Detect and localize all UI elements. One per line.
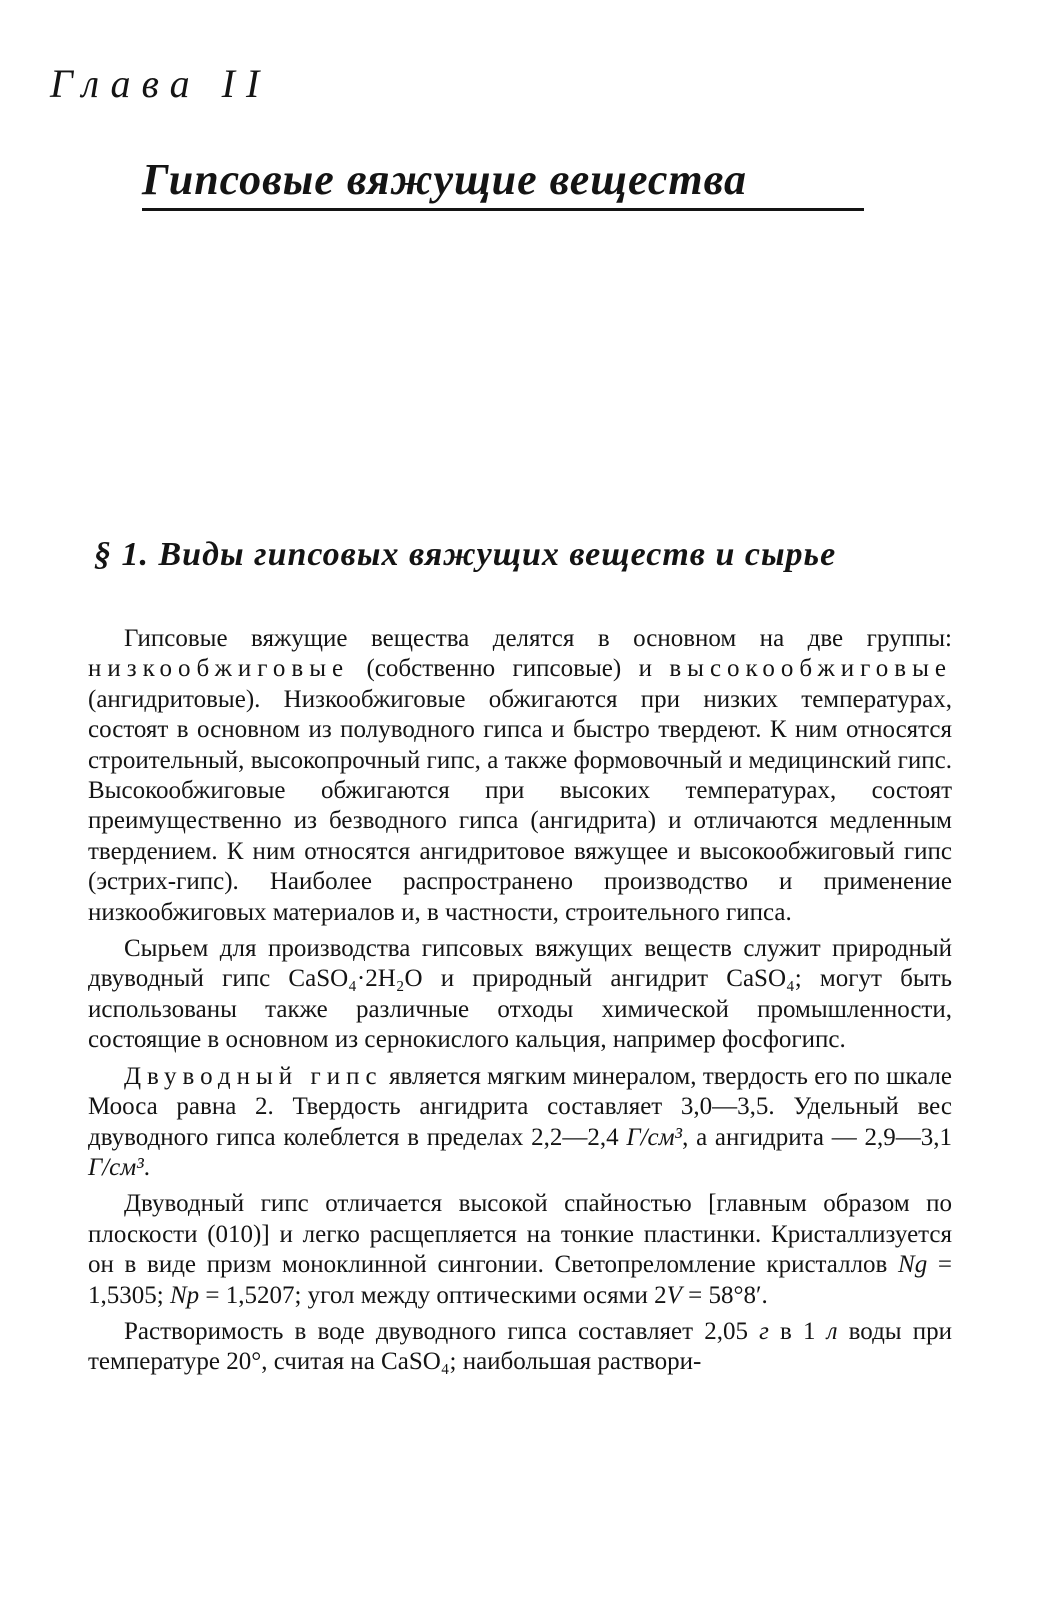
text-run: = 58°8′.: [681, 1281, 768, 1309]
paragraph-5: [88, 1317, 952, 1378]
text-run: = 1,5207; угол между оптическими осями 2: [199, 1281, 667, 1309]
text-run: .: [143, 1153, 150, 1181]
text-run: является мягким минералом, твердость его по шкале Мооса равна 2. Твердость ангидрита составляет 3,0—3,5. Удельный вес двуводного гипса колеблется в пределах 2,2—2,4: [88, 1062, 952, 1151]
chapter-label: Глава II: [50, 61, 271, 106]
paragraph-3: [88, 1062, 952, 1184]
text-run: (ангидритовые). Низкообжиговые обжигаются при низких температурах, состоят в основном из полуводного гипса и быстро твердеют. К ним относятся строительный, высокопрочный гипс, а также формовочный и медицинский гипс. Высокообжиговые обжигаются при высоких температурах, состоят преимущественно из безводного гипса (ангидрита) и отличаются медленным твердением. К ним относятся ангидритовое вяжущее и высокообжиговый гипс (эстрих-гипс). Наиболее распространено производство и применение низкообжиговых материалов и, в частности, строительного гипса.: [88, 685, 952, 926]
text-run: в 1: [768, 1317, 827, 1345]
term-dihydrate-gypsum: Двуводный гипс: [124, 1062, 383, 1090]
paragraph-4: [88, 1189, 952, 1311]
section-title: § 1. Виды гипсовых вяжущих веществ и сырье: [94, 536, 837, 573]
text-run: = 1,5305;: [88, 1251, 952, 1309]
unit-density: Г/см³: [88, 1153, 144, 1181]
term-high-fired: высокообжиговые: [669, 655, 952, 683]
paragraph-2: Сырьем для производства гипсовых вяжущих веществ служит природный двуводный гипс CaSO₄·2H₂O и природный ангидрит CaSO₄; могут быть использованы также различные отходы химической промышленности, состоящие в основном из сернокислого кальция, например фосфогипс.: [88, 935, 952, 1054]
symbol-np: Np: [169, 1281, 200, 1309]
text-run: , а ангидрита — 2,9—3,1: [682, 1123, 952, 1151]
term-low-fired: низкообжиговые: [88, 655, 350, 683]
text-run: (собственно гипсовые) и: [349, 655, 670, 683]
unit-density: Г/см³: [626, 1123, 683, 1151]
text-run: Гипсовые вяжущие вещества делятся в основном на две группы:: [124, 625, 952, 652]
chapter-title: Гипсовые вяжущие вещества: [142, 156, 864, 211]
unit-liter: л: [826, 1317, 838, 1345]
unit-gram: г: [759, 1317, 769, 1345]
symbol-ng: Ng: [898, 1251, 928, 1279]
symbol-v: V: [666, 1281, 682, 1309]
text-run: Растворимость в воде двуводного гипса составляет 2,05: [124, 1317, 760, 1345]
paragraph-1: [88, 624, 952, 928]
body-text: [88, 624, 952, 1384]
text-run: Двуводный гипс отличается высокой спайностью [главным образом по плоскости (010)] и легко расщепляется на тонкие пластинки. Кристаллизуется он в виде призм моноклинной сингонии. Светопреломление кристаллов: [88, 1190, 952, 1279]
text-run: воды при температуре 20°, считая на CaSO₄; наибольшая раствори-: [88, 1317, 953, 1376]
